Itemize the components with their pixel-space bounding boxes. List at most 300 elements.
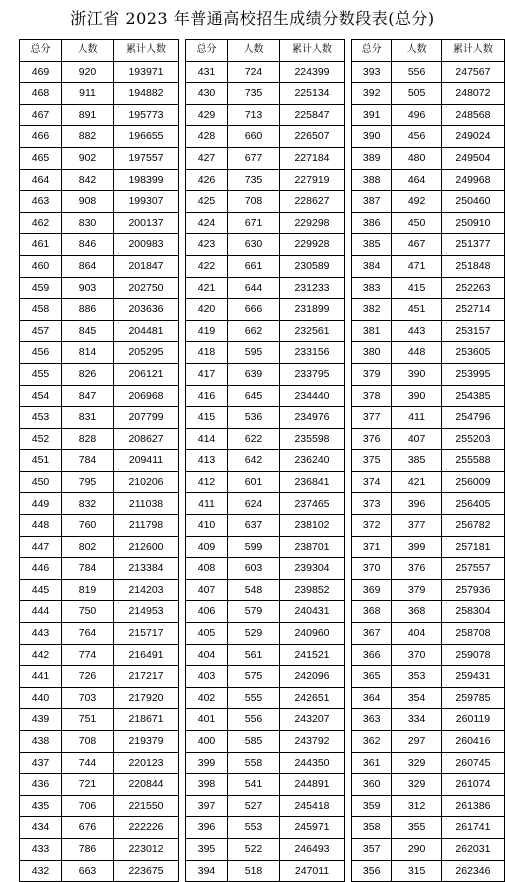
cell-score: 400 xyxy=(186,731,228,753)
cell-cumulative: 262031 xyxy=(441,838,504,860)
cell-score: 412 xyxy=(186,471,228,493)
cell-score: 440 xyxy=(20,687,62,709)
cell-score: 364 xyxy=(352,687,392,709)
table-row xyxy=(20,579,179,601)
table-row xyxy=(20,126,179,148)
cell-count: 353 xyxy=(392,666,442,688)
cell-score: 427 xyxy=(186,147,228,169)
cell-cumulative: 259078 xyxy=(441,644,504,666)
cell-score: 417 xyxy=(186,363,228,385)
table-row xyxy=(352,83,505,105)
cell-score: 396 xyxy=(186,817,228,839)
table-row xyxy=(186,515,345,537)
cell-score: 432 xyxy=(20,860,62,882)
table-row xyxy=(20,493,179,515)
cell-cumulative: 212600 xyxy=(114,536,179,558)
cell-score: 402 xyxy=(186,687,228,709)
cell-count: 599 xyxy=(228,536,280,558)
cell-score: 429 xyxy=(186,104,228,126)
cell-cumulative: 242651 xyxy=(280,687,345,709)
cell-cumulative: 216491 xyxy=(114,644,179,666)
cell-score: 421 xyxy=(186,277,228,299)
table-row xyxy=(352,860,505,882)
cell-score: 378 xyxy=(352,385,392,407)
cell-count: 774 xyxy=(62,644,114,666)
cell-score: 356 xyxy=(352,860,392,882)
cell-count: 751 xyxy=(62,709,114,731)
cell-score: 459 xyxy=(20,277,62,299)
cell-count: 297 xyxy=(392,731,442,753)
header-total-score: 总分 xyxy=(352,40,392,62)
cell-cumulative: 195773 xyxy=(114,104,179,126)
cell-score: 384 xyxy=(352,255,392,277)
cell-cumulative: 258708 xyxy=(441,623,504,645)
cell-cumulative: 223675 xyxy=(114,860,179,882)
cell-cumulative: 232561 xyxy=(280,320,345,342)
cell-score: 419 xyxy=(186,320,228,342)
cell-count: 663 xyxy=(62,860,114,882)
cell-cumulative: 239852 xyxy=(280,579,345,601)
cell-count: 480 xyxy=(392,147,442,169)
cell-score: 441 xyxy=(20,666,62,688)
page-title: 浙江省 2023 年普通高校招生成绩分数段表(总分) xyxy=(70,9,435,28)
cell-cumulative: 233156 xyxy=(280,342,345,364)
cell-cumulative: 248072 xyxy=(441,83,504,105)
cell-count: 644 xyxy=(228,277,280,299)
cell-count: 703 xyxy=(62,687,114,709)
cell-score: 362 xyxy=(352,731,392,753)
cell-score: 403 xyxy=(186,666,228,688)
table-row xyxy=(186,299,345,321)
cell-score: 435 xyxy=(20,795,62,817)
table-row xyxy=(20,687,179,709)
cell-cumulative: 260745 xyxy=(441,752,504,774)
cell-cumulative: 200983 xyxy=(114,234,179,256)
cell-count: 421 xyxy=(392,471,442,493)
cell-score: 379 xyxy=(352,363,392,385)
table-row xyxy=(20,644,179,666)
cell-cumulative: 260416 xyxy=(441,731,504,753)
cell-score: 446 xyxy=(20,558,62,580)
cell-score: 462 xyxy=(20,212,62,234)
cell-count: 735 xyxy=(228,83,280,105)
cell-cumulative: 242096 xyxy=(280,666,345,688)
cell-cumulative: 234976 xyxy=(280,407,345,429)
header-cumulative: 累计人数 xyxy=(114,40,179,62)
cell-count: 505 xyxy=(392,83,442,105)
cell-cumulative: 254385 xyxy=(441,385,504,407)
cell-cumulative: 256009 xyxy=(441,471,504,493)
cell-score: 458 xyxy=(20,299,62,321)
cell-cumulative: 243207 xyxy=(280,709,345,731)
cell-count: 595 xyxy=(228,342,280,364)
cell-score: 399 xyxy=(186,752,228,774)
cell-score: 408 xyxy=(186,558,228,580)
cell-cumulative: 238701 xyxy=(280,536,345,558)
cell-cumulative: 250460 xyxy=(441,191,504,213)
cell-cumulative: 223012 xyxy=(114,838,179,860)
table-row xyxy=(20,838,179,860)
cell-count: 671 xyxy=(228,212,280,234)
cell-cumulative: 203636 xyxy=(114,299,179,321)
cell-count: 407 xyxy=(392,428,442,450)
cell-score: 401 xyxy=(186,709,228,731)
cell-score: 415 xyxy=(186,407,228,429)
table-row xyxy=(352,255,505,277)
cell-count: 315 xyxy=(392,860,442,882)
cell-score: 447 xyxy=(20,536,62,558)
cell-score: 452 xyxy=(20,428,62,450)
cell-count: 529 xyxy=(228,623,280,645)
cell-count: 750 xyxy=(62,601,114,623)
cell-count: 601 xyxy=(228,471,280,493)
cell-cumulative: 253157 xyxy=(441,320,504,342)
header-count: 人数 xyxy=(228,40,280,62)
cell-cumulative: 245971 xyxy=(280,817,345,839)
table-row xyxy=(20,385,179,407)
table-row xyxy=(20,428,179,450)
cell-score: 404 xyxy=(186,644,228,666)
cell-cumulative: 259785 xyxy=(441,687,504,709)
cell-score: 389 xyxy=(352,147,392,169)
table-row xyxy=(352,385,505,407)
cell-cumulative: 220844 xyxy=(114,774,179,796)
cell-cumulative: 231233 xyxy=(280,277,345,299)
cell-cumulative: 220123 xyxy=(114,752,179,774)
cell-score: 422 xyxy=(186,255,228,277)
cell-score: 449 xyxy=(20,493,62,515)
cell-count: 831 xyxy=(62,407,114,429)
cell-cumulative: 247567 xyxy=(441,61,504,83)
table-row xyxy=(20,255,179,277)
cell-score: 373 xyxy=(352,493,392,515)
cell-score: 413 xyxy=(186,450,228,472)
table-row xyxy=(186,169,345,191)
cell-count: 828 xyxy=(62,428,114,450)
table-row xyxy=(352,169,505,191)
cell-score: 375 xyxy=(352,450,392,472)
table-row xyxy=(186,450,345,472)
cell-cumulative: 262346 xyxy=(441,860,504,882)
cell-cumulative: 226507 xyxy=(280,126,345,148)
table-row xyxy=(20,709,179,731)
cell-score: 397 xyxy=(186,795,228,817)
cell-score: 385 xyxy=(352,234,392,256)
table-row xyxy=(186,385,345,407)
table-row xyxy=(20,147,179,169)
cell-count: 760 xyxy=(62,515,114,537)
cell-score: 360 xyxy=(352,774,392,796)
cell-count: 908 xyxy=(62,191,114,213)
cell-score: 405 xyxy=(186,623,228,645)
table-row xyxy=(186,104,345,126)
header-cumulative: 累计人数 xyxy=(441,40,504,62)
cell-score: 409 xyxy=(186,536,228,558)
cell-score: 436 xyxy=(20,774,62,796)
cell-count: 864 xyxy=(62,255,114,277)
cell-count: 744 xyxy=(62,752,114,774)
cell-score: 434 xyxy=(20,817,62,839)
table-row xyxy=(352,623,505,645)
table-row xyxy=(20,752,179,774)
cell-cumulative: 245418 xyxy=(280,795,345,817)
cell-count: 464 xyxy=(392,169,442,191)
table-row xyxy=(20,731,179,753)
table-row xyxy=(352,709,505,731)
cell-score: 455 xyxy=(20,363,62,385)
cell-cumulative: 243792 xyxy=(280,731,345,753)
cell-count: 786 xyxy=(62,838,114,860)
table-row xyxy=(20,299,179,321)
cell-cumulative: 248568 xyxy=(441,104,504,126)
table-row xyxy=(20,104,179,126)
cell-count: 764 xyxy=(62,623,114,645)
cell-count: 561 xyxy=(228,644,280,666)
table-row xyxy=(20,169,179,191)
cell-count: 448 xyxy=(392,342,442,364)
cell-count: 795 xyxy=(62,471,114,493)
cell-cumulative: 254796 xyxy=(441,407,504,429)
table-row xyxy=(20,536,179,558)
cell-count: 450 xyxy=(392,212,442,234)
cell-cumulative: 206121 xyxy=(114,363,179,385)
cell-score: 365 xyxy=(352,666,392,688)
cell-count: 846 xyxy=(62,234,114,256)
cell-score: 359 xyxy=(352,795,392,817)
table-row xyxy=(186,212,345,234)
table-row xyxy=(20,774,179,796)
cell-count: 355 xyxy=(392,817,442,839)
table-row xyxy=(186,601,345,623)
cell-count: 496 xyxy=(392,104,442,126)
cell-count: 377 xyxy=(392,515,442,537)
cell-score: 464 xyxy=(20,169,62,191)
cell-cumulative: 249504 xyxy=(441,147,504,169)
cell-score: 442 xyxy=(20,644,62,666)
cell-cumulative: 252263 xyxy=(441,277,504,299)
header-count: 人数 xyxy=(392,40,442,62)
cell-score: 453 xyxy=(20,407,62,429)
cell-cumulative: 259431 xyxy=(441,666,504,688)
cell-count: 830 xyxy=(62,212,114,234)
cell-count: 624 xyxy=(228,493,280,515)
cell-score: 398 xyxy=(186,774,228,796)
header-total-score: 总分 xyxy=(186,40,228,62)
cell-score: 460 xyxy=(20,255,62,277)
table-row xyxy=(352,320,505,342)
cell-cumulative: 227919 xyxy=(280,169,345,191)
cell-cumulative: 231899 xyxy=(280,299,345,321)
cell-cumulative: 241521 xyxy=(280,644,345,666)
cell-cumulative: 238102 xyxy=(280,515,345,537)
cell-cumulative: 208627 xyxy=(114,428,179,450)
cell-count: 882 xyxy=(62,126,114,148)
cell-count: 558 xyxy=(228,752,280,774)
table-row xyxy=(352,450,505,472)
cell-count: 802 xyxy=(62,536,114,558)
cell-count: 708 xyxy=(228,191,280,213)
cell-cumulative: 206968 xyxy=(114,385,179,407)
cell-count: 677 xyxy=(228,147,280,169)
cell-score: 457 xyxy=(20,320,62,342)
cell-count: 555 xyxy=(228,687,280,709)
cell-cumulative: 249024 xyxy=(441,126,504,148)
cell-cumulative: 240960 xyxy=(280,623,345,645)
cell-score: 390 xyxy=(352,126,392,148)
cell-count: 415 xyxy=(392,277,442,299)
cell-count: 399 xyxy=(392,536,442,558)
cell-cumulative: 255588 xyxy=(441,450,504,472)
cell-cumulative: 214203 xyxy=(114,579,179,601)
cell-cumulative: 255203 xyxy=(441,428,504,450)
cell-score: 443 xyxy=(20,623,62,645)
cell-score: 463 xyxy=(20,191,62,213)
cell-score: 424 xyxy=(186,212,228,234)
cell-score: 461 xyxy=(20,234,62,256)
table-row xyxy=(20,450,179,472)
cell-cumulative: 199307 xyxy=(114,191,179,213)
table-row xyxy=(352,299,505,321)
cell-cumulative: 247011 xyxy=(280,860,345,882)
cell-count: 642 xyxy=(228,450,280,472)
cell-count: 886 xyxy=(62,299,114,321)
table-row xyxy=(186,687,345,709)
table-row xyxy=(186,255,345,277)
cell-cumulative: 253605 xyxy=(441,342,504,364)
cell-cumulative: 210206 xyxy=(114,471,179,493)
cell-score: 439 xyxy=(20,709,62,731)
cell-score: 451 xyxy=(20,450,62,472)
cell-cumulative: 219379 xyxy=(114,731,179,753)
table-row xyxy=(186,363,345,385)
cell-count: 548 xyxy=(228,579,280,601)
table-row xyxy=(20,320,179,342)
table-row xyxy=(352,61,505,83)
cell-score: 438 xyxy=(20,731,62,753)
cell-cumulative: 261386 xyxy=(441,795,504,817)
table-row xyxy=(20,342,179,364)
cell-count: 334 xyxy=(392,709,442,731)
cell-count: 370 xyxy=(392,644,442,666)
cell-cumulative: 252714 xyxy=(441,299,504,321)
cell-count: 467 xyxy=(392,234,442,256)
cell-score: 418 xyxy=(186,342,228,364)
table-row xyxy=(186,407,345,429)
cell-count: 902 xyxy=(62,147,114,169)
table-row xyxy=(352,126,505,148)
table-row xyxy=(186,342,345,364)
table-row xyxy=(352,342,505,364)
cell-score: 363 xyxy=(352,709,392,731)
cell-cumulative: 221550 xyxy=(114,795,179,817)
cell-cumulative: 222226 xyxy=(114,817,179,839)
table-row xyxy=(352,212,505,234)
score-table-3 xyxy=(351,39,505,882)
table-row xyxy=(186,83,345,105)
cell-cumulative: 257936 xyxy=(441,579,504,601)
cell-count: 354 xyxy=(392,687,442,709)
cell-count: 396 xyxy=(392,493,442,515)
cell-score: 394 xyxy=(186,860,228,882)
cell-score: 358 xyxy=(352,817,392,839)
table-row xyxy=(352,666,505,688)
table-row xyxy=(20,666,179,688)
cell-count: 390 xyxy=(392,363,442,385)
cell-count: 676 xyxy=(62,817,114,839)
cell-score: 437 xyxy=(20,752,62,774)
cell-score: 370 xyxy=(352,558,392,580)
cell-cumulative: 233795 xyxy=(280,363,345,385)
table-row xyxy=(352,817,505,839)
cell-count: 721 xyxy=(62,774,114,796)
table-row xyxy=(352,471,505,493)
cell-score: 367 xyxy=(352,623,392,645)
cell-count: 312 xyxy=(392,795,442,817)
cell-cumulative: 217217 xyxy=(114,666,179,688)
cell-cumulative: 207799 xyxy=(114,407,179,429)
header-total-score: 总分 xyxy=(20,40,62,62)
table-row xyxy=(186,61,345,83)
cell-count: 379 xyxy=(392,579,442,601)
table-row xyxy=(186,623,345,645)
cell-count: 630 xyxy=(228,234,280,256)
table-header-row xyxy=(20,40,179,62)
score-table-2 xyxy=(185,39,345,882)
table-row xyxy=(20,234,179,256)
table-row xyxy=(186,277,345,299)
cell-count: 819 xyxy=(62,579,114,601)
table-row xyxy=(186,471,345,493)
cell-count: 666 xyxy=(228,299,280,321)
cell-cumulative: 193971 xyxy=(114,61,179,83)
table-row xyxy=(186,644,345,666)
table-row xyxy=(20,61,179,83)
cell-cumulative: 196655 xyxy=(114,126,179,148)
cell-score: 465 xyxy=(20,147,62,169)
table-row xyxy=(352,234,505,256)
cell-cumulative: 211038 xyxy=(114,493,179,515)
cell-score: 392 xyxy=(352,83,392,105)
table-row xyxy=(186,579,345,601)
cell-score: 388 xyxy=(352,169,392,191)
cell-count: 471 xyxy=(392,255,442,277)
score-table-1 xyxy=(19,39,179,882)
table-row xyxy=(186,860,345,882)
cell-count: 527 xyxy=(228,795,280,817)
cell-score: 426 xyxy=(186,169,228,191)
cell-cumulative: 235598 xyxy=(280,428,345,450)
table-row xyxy=(186,147,345,169)
cell-score: 369 xyxy=(352,579,392,601)
cell-score: 450 xyxy=(20,471,62,493)
table-row xyxy=(352,644,505,666)
cell-count: 724 xyxy=(228,61,280,83)
cell-count: 891 xyxy=(62,104,114,126)
cell-count: 451 xyxy=(392,299,442,321)
table-row xyxy=(352,515,505,537)
cell-count: 639 xyxy=(228,363,280,385)
cell-cumulative: 194882 xyxy=(114,83,179,105)
table-row xyxy=(352,428,505,450)
table-row xyxy=(186,428,345,450)
table-row xyxy=(20,277,179,299)
table-row xyxy=(20,558,179,580)
cell-count: 847 xyxy=(62,385,114,407)
table-row xyxy=(186,795,345,817)
table-row xyxy=(20,471,179,493)
table-row xyxy=(352,277,505,299)
cell-count: 541 xyxy=(228,774,280,796)
